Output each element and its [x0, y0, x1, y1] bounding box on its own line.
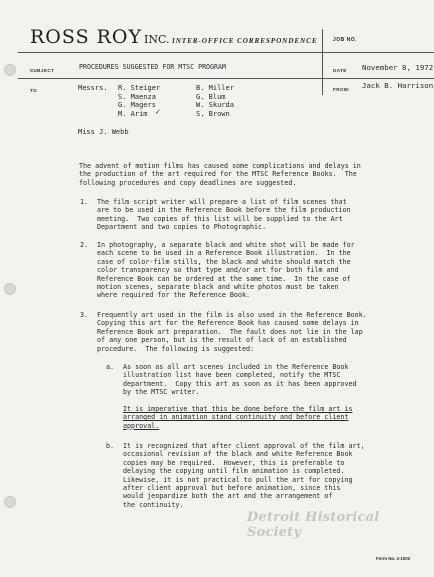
recipient: S. Maenza: [118, 92, 156, 101]
column-divider: [322, 29, 323, 95]
item-number: 2.: [80, 241, 89, 249]
item-number: 3.: [80, 311, 89, 319]
subject-label: SUBJECT: [30, 68, 55, 73]
header-rule: [18, 52, 434, 53]
recipient: S. Brown: [196, 109, 230, 118]
underlined-emphasis: It is imperative that this be done before the film art is arranged in animation stand continuity and before client approval.: [123, 405, 353, 430]
checkmark-icon: ✓: [155, 108, 161, 116]
recipient: G. Magers: [118, 101, 156, 110]
recipient: G. Blum: [196, 92, 226, 101]
item-number: 1.: [80, 198, 89, 206]
watermark: Detroit Historical Society: [247, 510, 380, 540]
subject-text: PROCEDURES SUGGESTED FOR MTSC PROGRAM: [79, 63, 226, 71]
intro-paragraph: The advent of motion films has caused some complications and delays in the production of the art required for the MTSC Reference Books. The following procedures and copy deadlines are suggested.: [79, 162, 361, 187]
from-text: Jack B. Harrison: [362, 81, 434, 90]
subject-rule: [18, 78, 322, 79]
additional-recipient: Miss J. Webb: [78, 128, 129, 136]
subitem-letter: b.: [106, 442, 115, 450]
recipient: B. Miller: [196, 84, 234, 92]
date-rule: [322, 78, 434, 79]
punch-hole: [4, 496, 16, 508]
messrs-label: Messrs.: [78, 84, 108, 92]
company-logo: ROSS ROY INC.: [30, 26, 170, 48]
item-text: In photography, a separate black and white shot will be made for each scene to be used in a Reference Book illustration. In the case of color-film stills, the black and white should match the color transparency so that type and/or art for both film and Reference Book can be ordered at the same time. In the case of motion scenes, separate black and white photos must be taken where required for the Reference Book.: [97, 241, 355, 300]
punch-hole: [4, 64, 16, 76]
from-label: FROM:: [333, 87, 351, 92]
subitem-letter: a.: [106, 363, 115, 371]
date-label: DATE: [333, 68, 347, 73]
recipient: M. Arim: [118, 109, 148, 118]
item-text: Frequently art used in the film is also used in the Reference Book. Copying this art for the Reference Book has caused some delays in Reference Book art preparation. The fault does not lie in the lap of any one person, but is the result of lack of an established procedure. The following is suggested:: [97, 311, 367, 353]
punch-hole: [4, 283, 16, 295]
form-number: Form No. 2-1002: [376, 556, 411, 561]
date-text: November 8, 1972: [362, 63, 434, 72]
to-label: TO: [30, 88, 38, 93]
job-number-label: JOB NO.: [333, 37, 358, 43]
subitem-text: It is recognized that after client approval of the film art, occasional revision of the black and white Reference Book copies may be required. However, this is preferable to delaying the copying until film animation is completed. Likewise, it is not practical to pull the art for copying after client approval but before animation, since this would jeopardize both the art and the arrangement of the continuity.: [123, 442, 365, 509]
recipient: R. Steiger: [118, 84, 161, 92]
item-text: The film script writer will prepare a list of film scenes that are to be used in the Reference Book before the film production meeting. Two copies of this list will be supplied to the Art Department and two copies to Photographic.: [97, 198, 351, 232]
subitem-text: As soon as all art scenes included in the Reference Book illustration list have been completed, notify the MTSC department. Copy this art as soon as it has been approved by the MTSC writer.: [123, 363, 357, 397]
form-title: INTER-OFFICE CORRESPONDENCE: [172, 37, 318, 45]
recipient: W. Skurda: [196, 101, 234, 110]
